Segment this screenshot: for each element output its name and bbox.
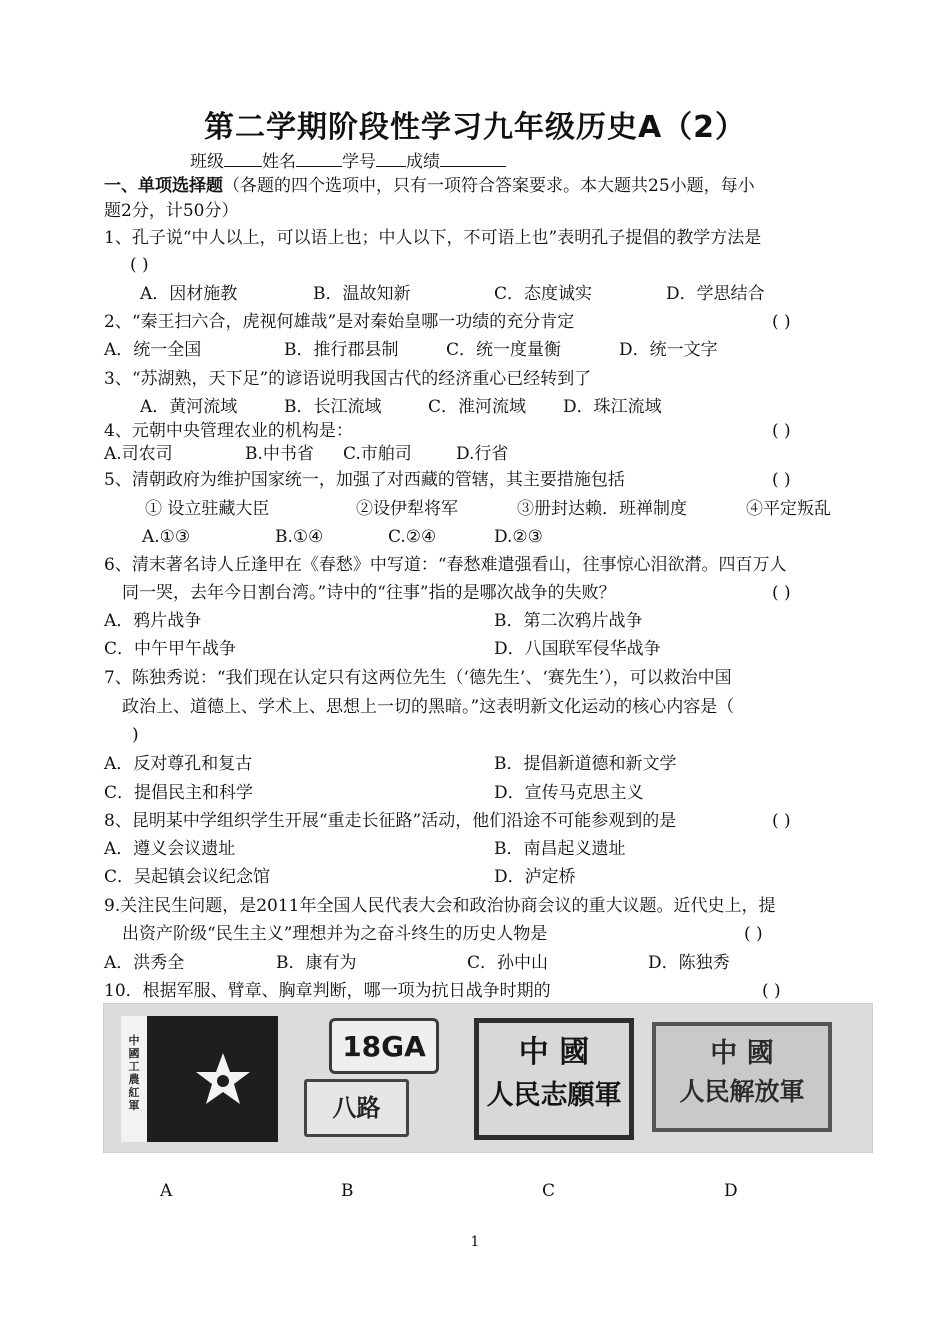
q1-paren: ( )	[130, 255, 149, 275]
q2-stem: 2、“秦王扫六合，虎视何雄哉”是对秦始皇哪一功绩的充分肯定	[104, 312, 575, 332]
q4-stem: 4、元朝中央管理农业的机构是：	[104, 421, 353, 441]
q3-option-c: C．淮河流域	[428, 397, 527, 417]
name-blank	[296, 150, 342, 167]
q1-option-b: B．温故知新	[313, 284, 411, 304]
q8-option-d: D．泸定桥	[494, 867, 576, 887]
star-emblem-icon	[193, 1051, 253, 1109]
red-army-flag	[121, 1016, 278, 1142]
q2-option-d: D．统一文字	[619, 340, 718, 360]
q8-paren: ( )	[772, 811, 791, 831]
q8-option-b: B．南昌起义遗址	[494, 839, 626, 859]
q6-option-b: B．第二次鸦片战争	[494, 611, 643, 631]
number-label: 学号	[342, 152, 376, 172]
section-heading-line	[104, 175, 755, 197]
section-desc-1: （各题的四个选项中，只有一项符合答案要求。本大题共25小题，每小	[223, 176, 755, 196]
section-heading: 一、单项选择题	[104, 176, 223, 196]
q10-option-c: C	[542, 1181, 556, 1201]
q5-option-b: B.①④	[275, 527, 324, 547]
q10-option-a: A	[160, 1181, 173, 1201]
q3-option-a: A．黄河流域	[140, 397, 238, 417]
q9-paren: ( )	[744, 924, 763, 944]
pla-line-1: 中 國	[710, 1038, 774, 1069]
q4-paren: ( )	[772, 421, 791, 441]
balu-text: 八路	[332, 1094, 381, 1122]
pla-line-2: 人民解放軍	[679, 1077, 805, 1106]
q10-paren: ( )	[762, 981, 781, 1001]
q10-option-b: B	[341, 1181, 354, 1201]
balu-patch	[304, 1079, 409, 1137]
flag-vertical-text: 中國工農紅軍	[128, 1034, 140, 1112]
q9-stem-2: 出资产阶级“民生主义”理想并为之奋斗终生的历史人物是	[122, 924, 548, 944]
q5-option-a: A.①③	[142, 527, 191, 547]
page-number: 1	[470, 1234, 480, 1250]
q9-option-a: A．洪秀全	[104, 953, 185, 973]
q2-paren: ( )	[772, 312, 791, 332]
q9-stem-1: 9.关注民生问题，是2011年全国人民代表大会和政治协商会议的重大议题。近代史上，提	[104, 896, 776, 916]
q6-option-d: D．八国联军侵华战争	[494, 639, 661, 659]
q6-option-a: A．鸦片战争	[104, 611, 202, 631]
q3-option-d: D．珠江流域	[563, 397, 662, 417]
18ga-text: 18GA	[342, 1030, 426, 1063]
q9-option-b: B．康有为	[276, 953, 357, 973]
class-blank	[224, 150, 262, 167]
q2-option-b: B．推行郡县制	[284, 340, 399, 360]
q8-option-c: C．吴起镇会议纪念馆	[104, 867, 271, 887]
q7-stem-3: )	[132, 725, 139, 745]
q8-stem: 8、昆明某中学组织学生开展“重走长征路”活动，他们沿途不可能参观到的是	[104, 811, 677, 831]
q5-option-d: D.②③	[494, 527, 543, 547]
score-label: 成绩	[406, 152, 440, 172]
q7-option-a: A．反对尊孔和复古	[104, 754, 253, 774]
q9-option-c: C．孙中山	[467, 953, 549, 973]
exam-title: 第二学期阶段性学习九年级历史A（2）	[203, 110, 747, 145]
q6-paren: ( )	[772, 583, 791, 603]
q4-option-c: C.市舶司	[343, 444, 412, 464]
q5-paren: ( )	[772, 470, 791, 490]
q2-option-a: A．统一全国	[104, 340, 202, 360]
q4-option-d: D.行省	[456, 444, 509, 464]
q10-insignia-image	[103, 1003, 873, 1153]
q1-option-a: A．因材施教	[140, 284, 238, 304]
volunteer-line-1: 中 國	[518, 1035, 590, 1070]
18ga-patch	[329, 1018, 439, 1074]
volunteer-line-2: 人民志願軍	[486, 1080, 622, 1111]
section-desc-2: 题2分，计50分）	[104, 201, 239, 221]
q3-option-b: B．长江流域	[284, 397, 382, 417]
q5-item-4: ④平定叛乱	[746, 499, 831, 519]
q9-option-d: D．陈独秀	[648, 953, 730, 973]
q6-stem-2: 同一哭，去年今日割台湾。”诗中的“往事”指的是哪次战争的失败？	[122, 583, 616, 603]
score-blank	[440, 150, 506, 167]
q7-stem-2: 政治上、道德上、学术上、思想上一切的黑暗。”这表明新文化运动的核心内容是（	[122, 697, 735, 717]
class-label: 班级	[190, 152, 224, 172]
q3-stem: 3、“苏湖熟，天下足”的谚语说明我国古代的经济重心已经转到了	[104, 369, 592, 389]
q5-item-3: ③册封达赖．班禅制度	[517, 499, 687, 519]
pla-badge	[652, 1022, 832, 1132]
q5-item-2: ②设伊犁将军	[356, 499, 458, 519]
name-label: 姓名	[262, 152, 296, 172]
q4-option-a: A.司农司	[104, 444, 173, 464]
volunteer-army-badge	[474, 1018, 634, 1140]
q7-option-c: C．提倡民主和科学	[104, 783, 254, 803]
student-info-line	[190, 150, 506, 173]
q1-option-d: D．学思结合	[666, 284, 765, 304]
q6-option-c: C．中午甲午战争	[104, 639, 237, 659]
q8-option-a: A．遵义会议遗址	[104, 839, 236, 859]
q7-option-d: D．宣传马克思主义	[494, 783, 644, 803]
q5-stem: 5、清朝政府为维护国家统一，加强了对西藏的管辖，其主要措施包括	[104, 470, 625, 490]
q10-stem: 10．根据军服、臂章、胸章判断，哪一项为抗日战争时期的	[104, 981, 551, 1001]
q7-stem-1: 7、陈独秀说：“我们现在认定只有这两位先生（‘德先生’、‘赛先生’），可以救治中国	[104, 668, 732, 688]
q1-stem: 1、孔子说“中人以上，可以语上也；中人以下，不可语上也”表明孔子提倡的教学方法是	[104, 228, 762, 248]
q7-option-b: B．提倡新道德和新文学	[494, 754, 677, 774]
q10-option-d: D	[724, 1181, 738, 1201]
q2-option-c: C．统一度量衡	[446, 340, 562, 360]
q1-option-c: C．态度诚实	[494, 284, 593, 304]
q5-option-c: C.②④	[388, 527, 437, 547]
q4-option-b: B.中书省	[245, 444, 314, 464]
q6-stem-1: 6、清末著名诗人丘逢甲在《春愁》中写道：“春愁难遣强看山，往事惊心泪欲潸。四百万人	[104, 555, 787, 575]
q5-item-1: ① 设立驻藏大臣	[145, 499, 270, 519]
number-blank	[376, 150, 406, 167]
